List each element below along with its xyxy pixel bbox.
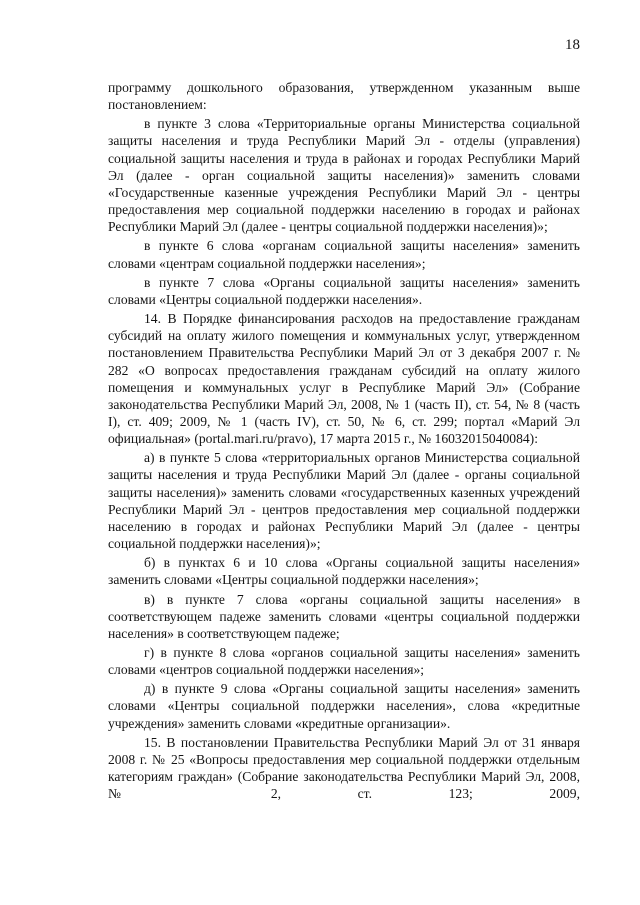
subitem-d: д) в пункте 9 слова «Органы социальной защиты населения» заменить словами «Центры социальной поддержки населения», слова «кредитные учреждения» заменить словами «кредитные организации».	[108, 681, 580, 731]
section-15: 15. В постановлении Правительства Республики Марий Эл от 31 января 2008 г. № 25 «Вопросы предоставления мер социальной поддержки отдельным категориям граждан» (Собрание законодательства Республики Марий Эл, 2008, № 2, ст. 123; 2009,	[108, 734, 580, 802]
subitem-v: в) в пункте 7 слова «органы социальной защиты населения» в соответствующем падеже заменить словами «центры социальной поддержки населения» в соответствующем падеже;	[108, 591, 580, 641]
subitem-b: б) в пунктах 6 и 10 слова «Органы социальной защиты населения» заменить словами «Центры социальной поддержки населения»;	[108, 555, 580, 588]
section-14: 14. В Порядке финансирования расходов на предоставление гражданам субсидий на оплату жилого помещения и коммунальных услуг, утвержденном постановлением Правительства Республики Марий Эл от 3 декабря 2007 г. № 282 «О вопросах предоставления гражданам субсидий на оплату жилого помещения и коммунальных услуг в Республике Марий Эл» (Собрание законодательства Республики Марий Эл, 2008, № 1 (часть II), ст. 54, № 8 (часть I), ст. 409; 2009, № 1 (часть IV), ст. 50, № 6, ст. 299; портал «Марий Эл официальная» (portal.mari.ru/pravo), 17 марта 2015 г., № 16032015040084):	[108, 311, 580, 447]
subitem-g: г) в пункте 8 слова «органов социальной защиты населения» заменить словами «центров социальной поддержки населения»;	[108, 645, 580, 678]
document-body	[108, 79, 580, 804]
paragraph-item-3: в пункте 3 слова «Территориальные органы Министерства социальной защиты населения и труда Республики Марий Эл - отделы (управления) социальной защиты населения и труда в районах и городах Республики Марий Эл (далее - орган социальной защиты населения)» заменить словами «Государственные казенные учреждения Республики Марий Эл - центры предоставления мер социальной поддержки населению в городах и районах Республики Марий Эл (далее - центры социальной поддержки населения)»;	[108, 116, 580, 235]
page-number: 18	[565, 37, 580, 53]
paragraph-item-6: в пункте 6 слова «органам социальной защиты населения» заменить словами «центрам социальной поддержки населения»;	[108, 238, 580, 271]
subitem-a: а) в пункте 5 слова «территориальных органов Министерства социальной защиты населения и труда Республики Марий Эл (далее - органы социальной защиты населения)» заменить словами «государственных казенных учреждений Республики Марий Эл - центров предоставления мер социальной поддержки населению в городах и районах Республики Марий Эл (далее - центры социальной поддержки населения)»;	[108, 450, 580, 552]
paragraph-continuation: программу дошкольного образования, утвержденном указанным выше постановлением:	[108, 80, 580, 113]
paragraph-item-7: в пункте 7 слова «Органы социальной защиты населения» заменить словами «Центры социальной поддержки населения».	[108, 274, 580, 307]
